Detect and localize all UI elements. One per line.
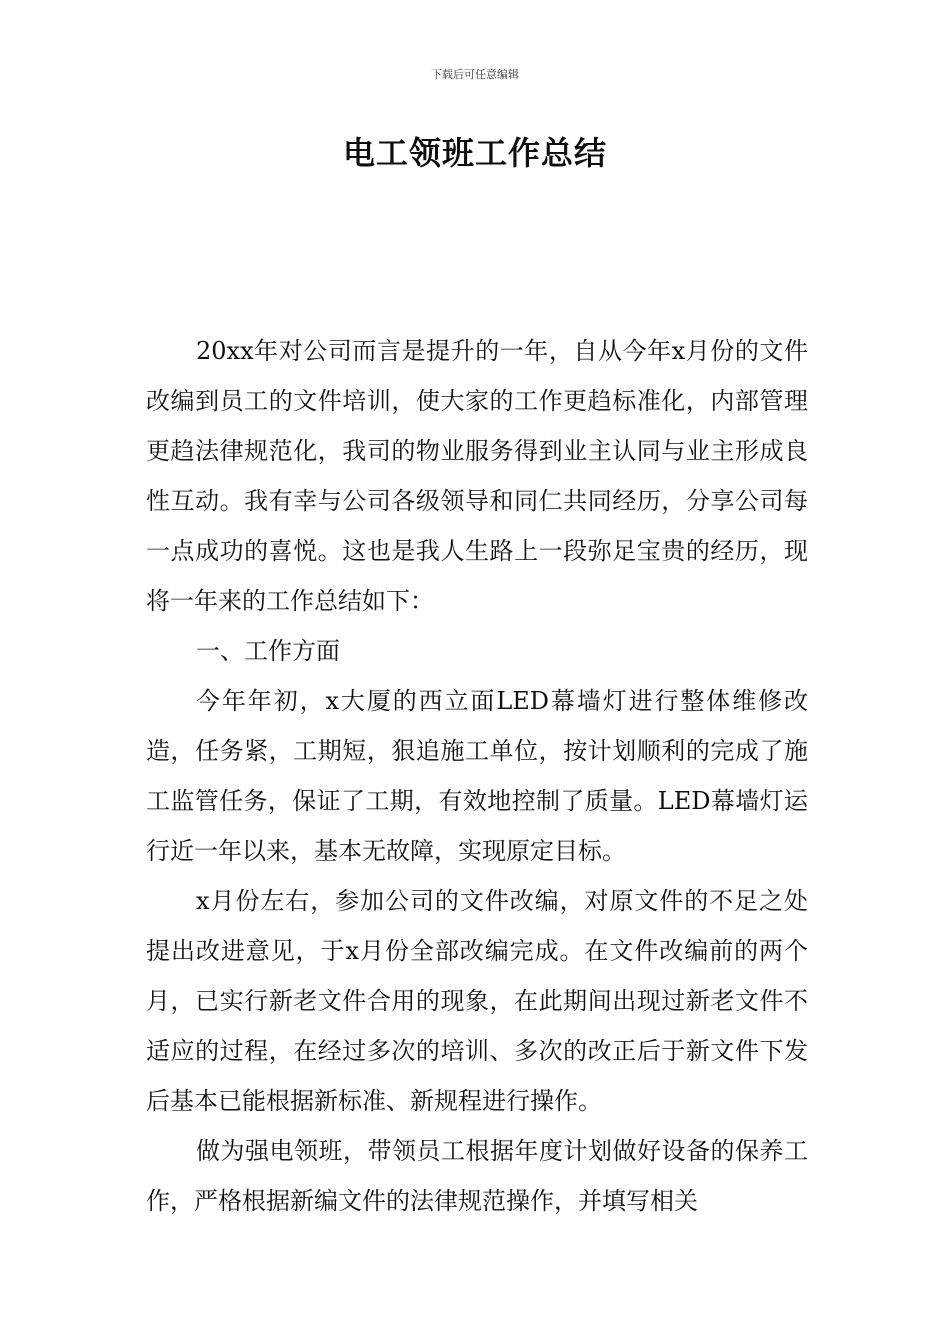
header-note: 下载后可任意编辑: [431, 68, 519, 81]
paragraph-led-renovation: 今年年初，x大厦的西立面LED幕墙灯进行整体维修改造，任务紧，工期短，狠追施工单位，按计划顺利的完成了施工监管任务，保证了工期，有效地控制了质量。LED幕墙灯运行近一年以来，基本无故障，实现原定目标。: [146, 687, 808, 865]
document-body: [146, 326, 808, 1226]
paragraph-intro: 20xx年对公司而言是提升的一年，自从今年x月份的文件改编到员工的文件培训，使大家的工作更趋标准化，内部管理更趋法律规范化，我司的物业服务得到业主认同与业主形成良性互动。我有幸与公司各级领导和同仁共同经历，分享公司每一点成功的喜悦。这也是我人生路上一段弥足宝贵的经历，现将一年来的工作总结如下：: [146, 337, 808, 615]
section-heading-work: 一、工作方面: [196, 637, 340, 665]
paragraph-document-revision: x月份左右，参加公司的文件改编，对原文件的不足之处提出改进意见，于x月份全部改编完成。在文件改编前的两个月，已实行新老文件合用的现象，在此期间出现过新老文件不适应的过程，在经过多次的培训、多次的改正后于新文件下发后基本已能根据新标准、新规程进行操作。: [146, 887, 808, 1115]
document-title: 电工领班工作总结: [342, 134, 607, 172]
paragraph-maintenance: 做为强电领班，带领员工根据年度计划做好设备的保养工作，严格根据新编文件的法律规范操作，并填写相关: [146, 1137, 808, 1215]
